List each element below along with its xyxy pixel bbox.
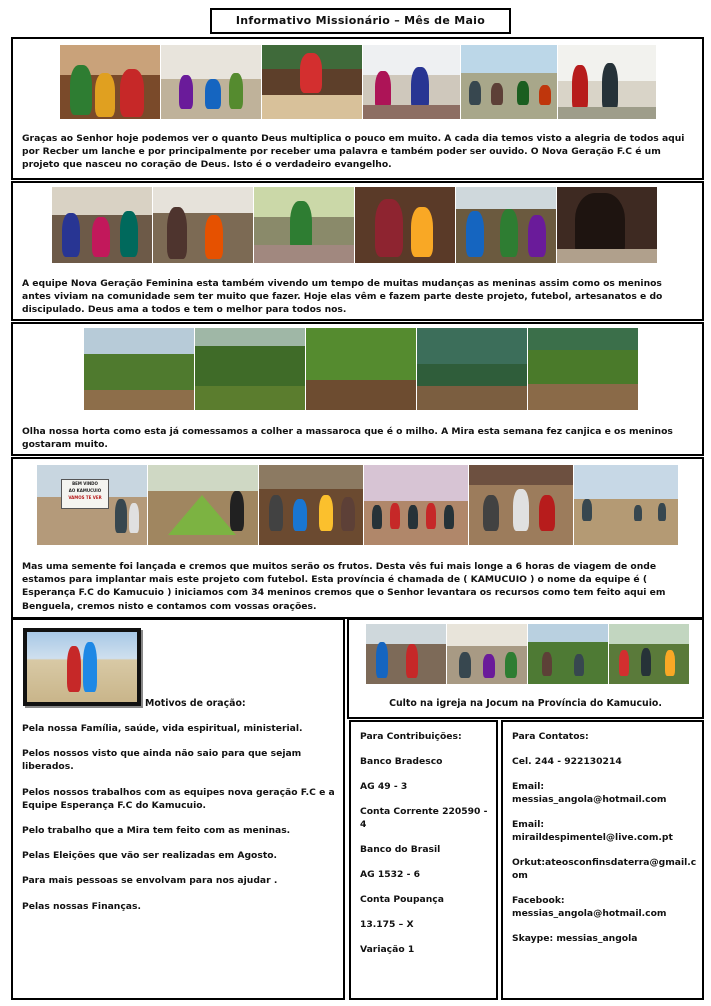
bank-account: Conta Corrente 220590 - 4: [360, 806, 488, 830]
photo-strip: [84, 328, 638, 410]
photo-strip: [52, 187, 657, 263]
prayer-item: Pelas Eleições que vão ser realizadas em Agosto.: [22, 850, 278, 862]
orkut: Orkut:ateosconfinsdaterra@gmail.com: [512, 857, 697, 881]
prayer-item: Pela nossa Família, saúde, vida espiritual, ministerial.: [22, 723, 303, 734]
photo: [417, 328, 527, 410]
email: Email: miraildespimentel@live.com.pt: [512, 819, 673, 843]
photo: [23, 628, 141, 706]
photo: [52, 187, 152, 263]
photo-strip: [60, 45, 656, 119]
email: Email: messias_angola@hotmail.com: [512, 781, 667, 805]
photo: [153, 187, 253, 263]
photo: [528, 624, 608, 684]
bank-agency: AG 49 - 3: [360, 781, 408, 792]
section-text: A equipe Nova Geração Feminina esta também vivendo um tempo de muitas mudanças as meninas assim como os meninos antes viviam na comunidade sem ter muito que fazer. Hoje elas vêm e fazem parte deste projeto, futebol, artesanatos e do discipulado. Deus ama a todos e tem o melhor para todos nos.: [22, 278, 663, 316]
photo: [558, 45, 656, 119]
photo: [262, 45, 362, 119]
photo: [84, 328, 194, 410]
photo: [306, 328, 416, 410]
prayer-title: Motivos de oração:: [145, 698, 246, 709]
photo: [366, 624, 446, 684]
newsletter-title: Informativo Missionário – Mês de Maio: [210, 8, 511, 34]
photo: [363, 45, 460, 119]
photo: [364, 465, 468, 545]
photo: [574, 465, 678, 545]
section-text: Olha nossa horta como esta já comessamos a colher a massaroca que é o milho. A Mira esta semana fez canjica e os meninos gostaram muito.: [22, 426, 673, 451]
culto-box: [347, 618, 704, 719]
photo: [447, 624, 527, 684]
section-text: Graças ao Senhor hoje podemos ver o quanto Deus multiplica o pouco em muito. A cada dia temos visto a alegria de todos aqui por Recber um lanche e por principalmente por receber uma palavra e também poder ser ouvido. O Nova Geração F.C é um projeto que nasceu no coração de Deus. Isto é o verdadeiro evangelho.: [22, 133, 685, 171]
contacts-heading: Para Contatos:: [512, 731, 589, 742]
contacts-box: [501, 720, 704, 1000]
photo: [161, 45, 261, 119]
prayer-item: Pelos nossos visto que ainda não saio para que sejam liberados.: [22, 748, 302, 773]
welcome-sign: BEM VINDO AO KAMUCUIO VAMOS TE VER: [61, 479, 109, 509]
contacts-list: [512, 730, 698, 957]
photo-strip: [366, 624, 689, 684]
account-variation: Variação 1: [360, 944, 415, 955]
account-type: Conta Poupança: [360, 894, 444, 905]
prayer-item: Para mais pessoas se envolvam para nos ajudar .: [22, 875, 278, 887]
photo: [60, 45, 160, 119]
bank-name: Banco do Brasil: [360, 844, 441, 855]
prayer-list: [22, 722, 335, 925]
photo: [195, 328, 305, 410]
section-garden: [11, 322, 704, 456]
photo: [37, 465, 147, 545]
photo: [609, 624, 689, 684]
photo-strip: [37, 465, 678, 545]
photo: [456, 187, 556, 263]
photo: [557, 187, 657, 263]
bank-agency: AG 1532 - 6: [360, 869, 421, 880]
photo: [461, 45, 557, 119]
prayer-item: Pelo trabalho que a Mira tem feito com as meninas.: [22, 825, 291, 837]
facebook: Facebook: messias_angola@hotmail.com: [512, 895, 667, 919]
culto-caption: Culto na igreja na Jocum na Província do Kamucuio.: [389, 698, 662, 709]
photo: [355, 187, 455, 263]
prayer-box: [11, 618, 345, 1000]
section-snack-ministry: [11, 37, 704, 180]
contributions-heading: Para Contribuições:: [360, 731, 462, 742]
section-girls-team: [11, 181, 704, 321]
section-text: Mas uma semente foi lançada e cremos que muitos serão os frutos. Desta vês fui mais longe a 6 horas de viagem de onde estamos para implantar mais este projeto com futebol. Esta província é chamada de ( KAMUCUIO ) o nome da equipe é ( Esperança F.C do Kamucuio ) iniciamos com 34 meninos cremos que o Senhor levantara os recursos como tem feito aqui em Benguela, cremos nisto e contamos com vossas orações.: [22, 561, 666, 612]
photo: [469, 465, 573, 545]
phone: Cel. 244 - 922130214: [512, 756, 622, 767]
prayer-item: Pelos nossos trabalhos com as equipes nova geração F.C e a Equipe Esperança F.C do Kamucuio.: [22, 786, 335, 811]
bank-account: 13.175 – X: [360, 919, 414, 930]
tent: [168, 495, 236, 535]
photo: [254, 187, 354, 263]
prayer-item: Pelas nossas Finanças.: [22, 900, 141, 912]
skype: Skaype: messias_angola: [512, 933, 638, 944]
section-kamucuio: [11, 457, 704, 619]
photo: [528, 328, 638, 410]
photo: [148, 465, 258, 545]
contributions-box: [349, 720, 498, 1000]
bank-name: Banco Bradesco: [360, 756, 443, 767]
photo: [259, 465, 363, 545]
contributions-list: [360, 730, 492, 968]
